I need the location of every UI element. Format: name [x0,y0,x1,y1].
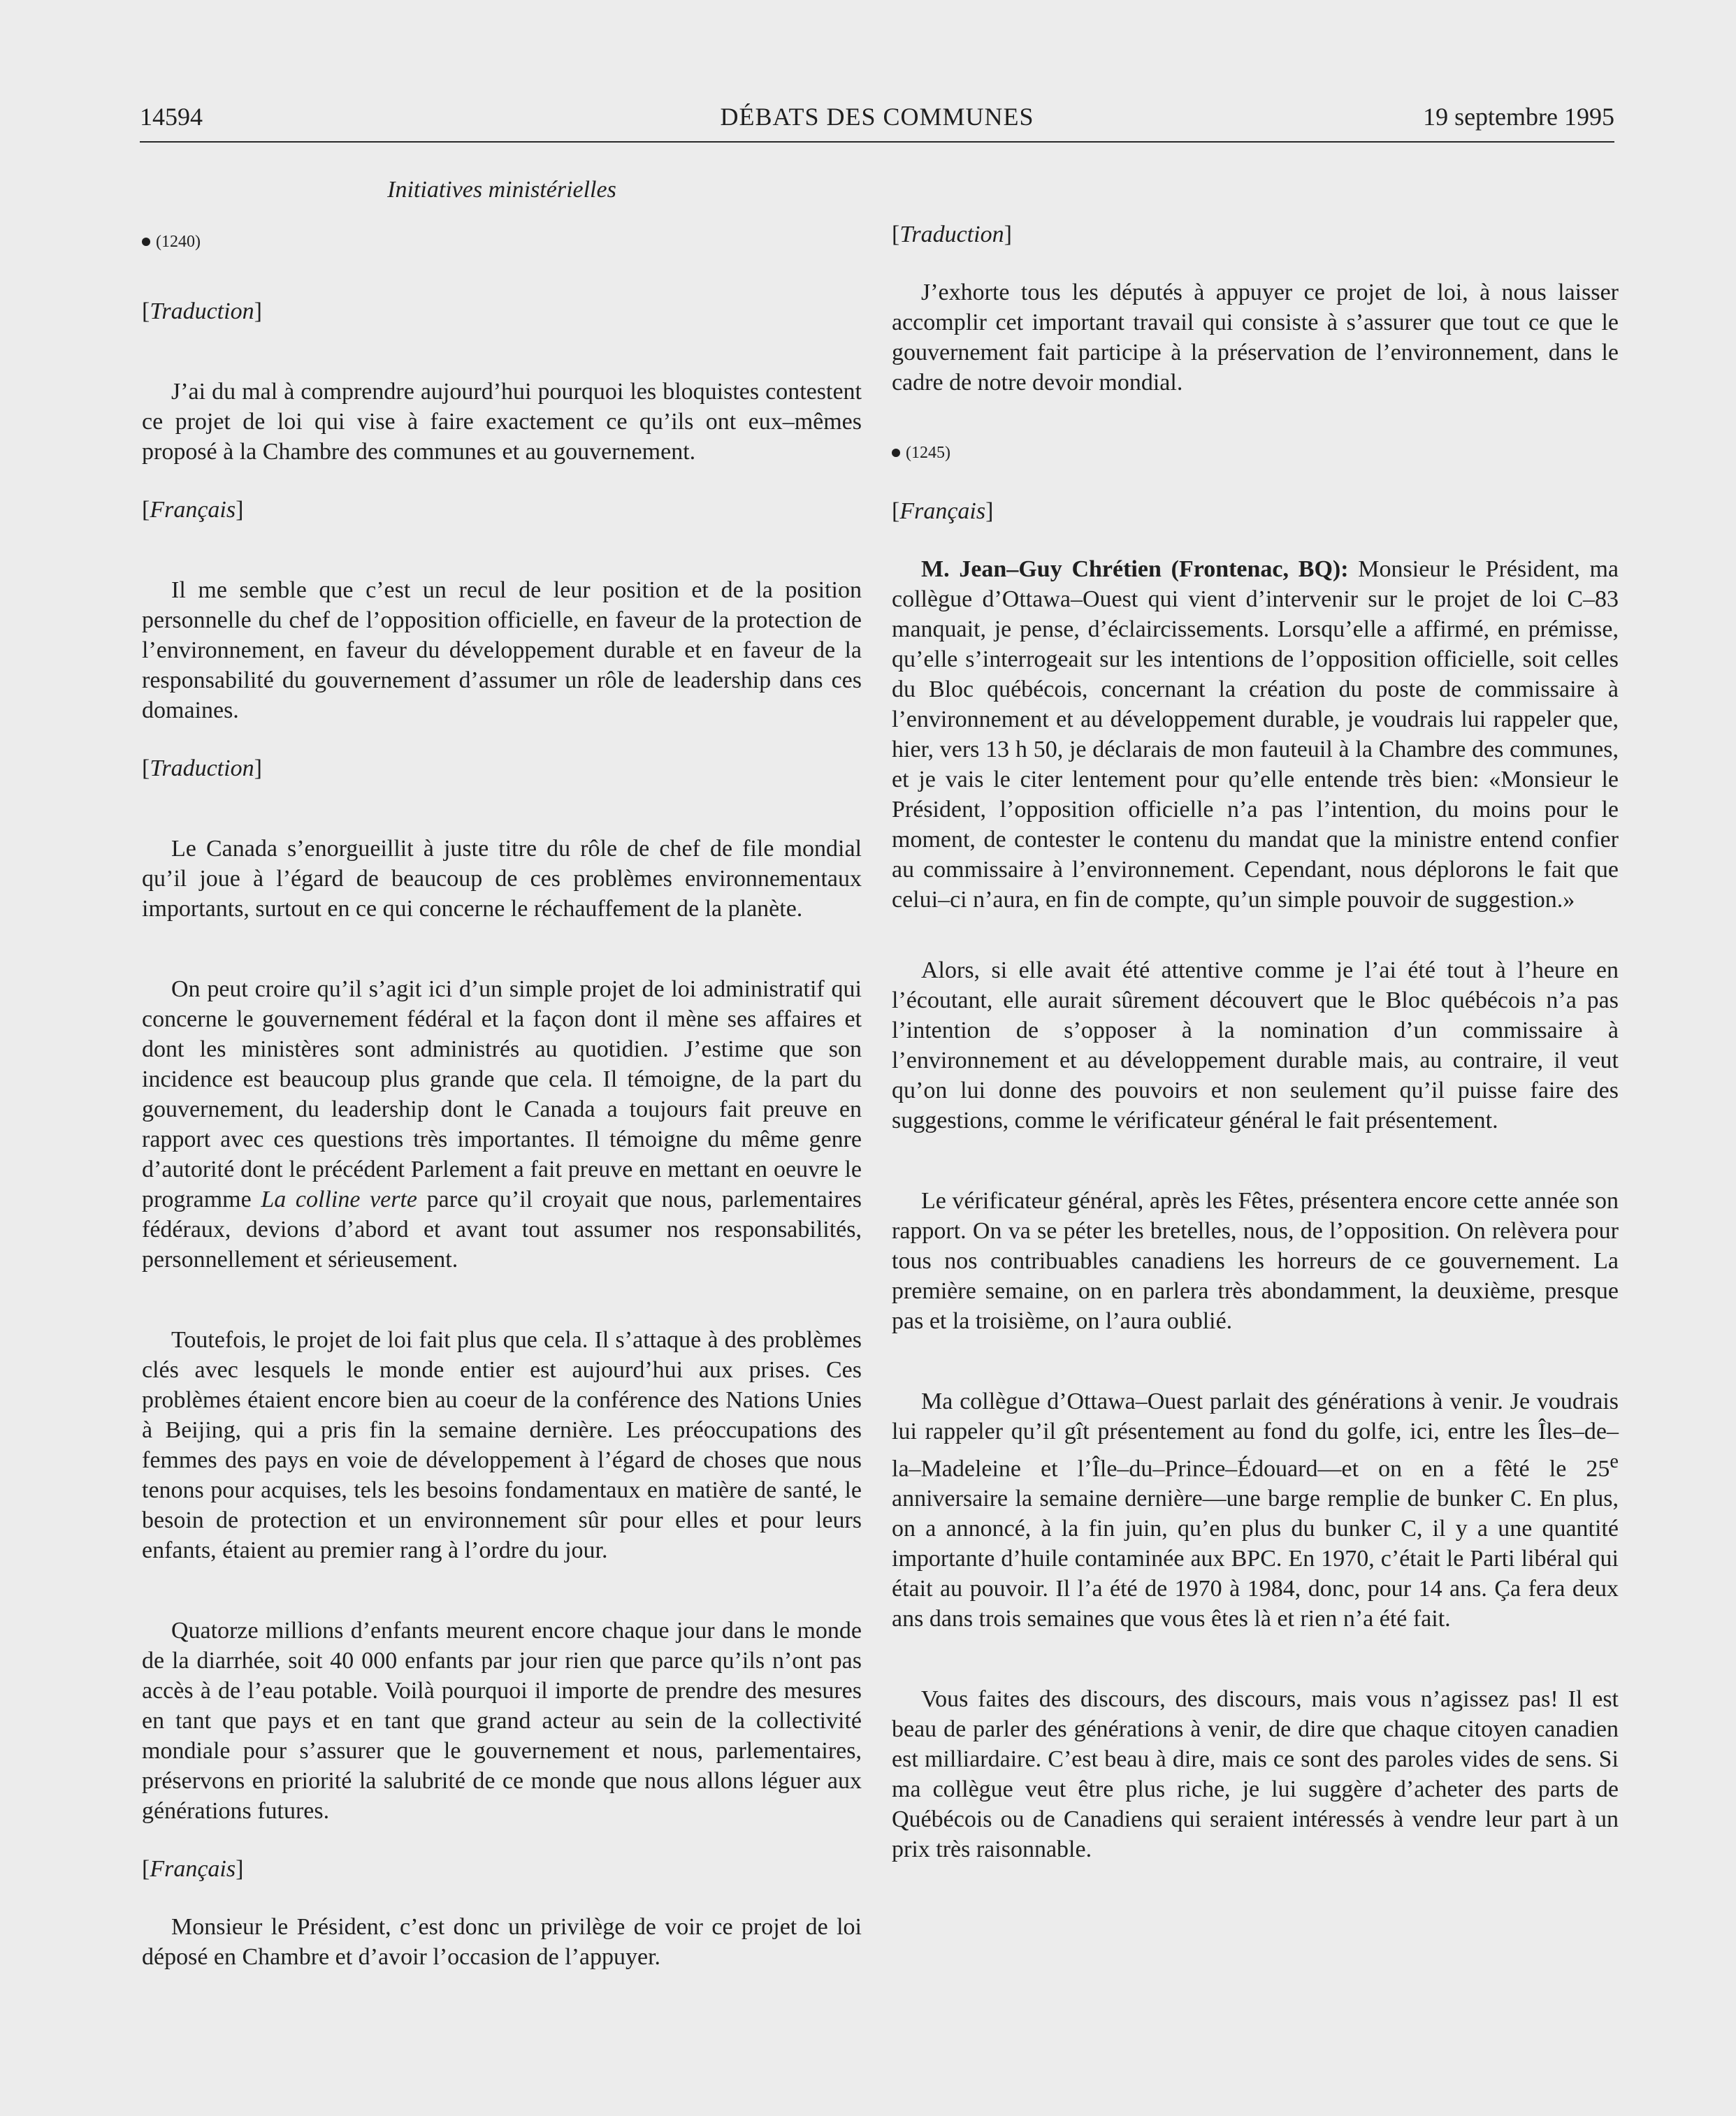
paragraph: Alors, si elle avait été attentive comme je l’ai été tout à l’heure en l’écoutant, elle aurait sûrement découvert que le Bloc québécois n’a pas l’intention de s’opposer à la nomination d’un commissaire à l’environnement et au développement durable mais, au contraire, il veut qu’on lui donne des pouvoirs et non seulement qu’il puisse faire des suggestions, comme le vérificateur général le fait présentement. [892,957,1619,1133]
header-rule [140,141,1614,143]
language-tag-text: Français [899,498,986,524]
paragraph: Le vérificateur général, après les Fêtes, présentera encore cette année son rapport. On va se péter les bretelles, nous, de l’opposition. On relèvera pour tous nos contribuables canadiens les horreurs de ce gouvernement. La première semaine, on en parlera très abondamment, la deuxième, presque pas et la troisième, on l’aura oublié. [892,1188,1619,1334]
page-header [140,102,1614,137]
paragraph: J’exhorte tous les députés à appuyer ce projet de loi, à nous laisser accomplir cet important travail qui consiste à s’assurer que tout ce que le gouvernement fait participe à la préservation de l’environnement, dans le cadre de notre devoir mondial. [892,280,1619,396]
language-tag-text: Français [150,1856,236,1882]
section-title: Initiatives ministérielles [387,177,616,203]
superscript: e [1610,1451,1619,1472]
speech-paragraph [892,554,1619,915]
speaker-name: M. Jean–Guy Chrétien (Frontenac, BQ): [921,556,1349,582]
paragraph: Vous faites des discours, des discours, mais vous n’agissez pas! Il est beau de parler des générations à venir, de dire que chaque citoyen canadien est milliardaire. C’est beau à dire, mais ce sont des paroles vides de sens. Si ma collègue veut être plus riche, je lui suggère d’acheter des parts de Québécois ou de Canadiens qui seraient intéressés à vendre leur part à un prix très raisonnable. [892,1686,1619,1863]
language-tag: [Traduction] [892,222,1012,247]
language-tag: [Traduction] [142,755,262,781]
paragraph-text: Monsieur le Président, ma collègue d’Ottawa–Ouest qui vient d’intervenir sur le projet de loi C–83 manquait, je pense, d’éclaircissements. Lorsqu’elle a affirmé, en prémisse, qu’elle s’interrogeait sur les intentions de l’opposition officielle, soit celles du Bloc québécois, concernant la création du poste de commissaire à l’environnement et au développement durable, je voudrais lui rappeler que, hier, vers 13 h 50, je déclarais de mon fauteuil à la Chambre des communes, et je vais le citer lentement pour qu’elle entende très bien: «Monsieur le Président, l’opposition officielle n’a pas l’intention, du moins pour le moment, de contester le contenu du mandat que la ministre entend confier au commissaire à l’environnement. Cependant, nous déplorons le fait que celui–ci n’aura, en fin de compte, qu’un simple pouvoir de suggestion.» [892,556,1619,913]
language-tag: [Traduction] [142,298,262,324]
header-date: 19 septembre 1995 [1423,103,1614,131]
program-title: La colline verte [261,1187,418,1212]
paragraph-text: On peut croire qu’il s’agit ici d’un simple projet de loi administratif qui concerne le gouvernement fédéral et la façon dont il mène ses affaires et dont les ministères sont administrés au quotidien. J’estime que son incidence est beaucoup plus grande que cela. Il témoigne, de la part du gouvernement, du leadership dont le Canada a toujours fait preuve en rapport avec ces questions très importantes. Il témoigne du même genre d’autorité dont le précédent Parlement a fait preuve en mettant en oeuvre le programme [142,976,862,1212]
language-tag: [Français] [892,498,994,524]
page-number: 14594 [140,103,203,131]
bullet-icon [142,238,150,246]
paragraph-text: parce qu’il croyait que nous, parlementaires fédéraux, devions d’abord et avant tout assumer nos responsabilités, personnellement et sérieusement. [142,1187,862,1273]
left-column [142,168,862,1972]
paragraph: Le Canada s’enorgueillit à juste titre du rôle de chef de file mondial qu’il joue à l’égard de beaucoup de ces problèmes environnementaux importants, surtout en ce qui concerne le réchauffement de la planète. [142,836,862,922]
language-tag-text: Traduction [150,755,254,781]
timestamp-1240 [142,227,862,257]
right-column [892,168,1619,1864]
bullet-icon [892,449,900,457]
paragraph-text: Ma collègue d’Ottawa–Ouest parlait des générations à venir. Je voudrais lui rappeler qu’il gît présentement au fond du golfe, ici, entre les Îles–de–la–Madeleine et l’Île–du–Prince–Édouard—et on en a fêté le 25 [892,1389,1619,1482]
language-tag-text: Traduction [899,222,1004,247]
paragraph: Toutefois, le projet de loi fait plus que cela. Il s’attaque à des problèmes clés avec lesquels le monde entier est aujourd’hui aux prises. Ces problèmes étaient encore bien au coeur de la conférence des Nations Unies à Beijing, qui a pris fin la semaine dernière. Les préoccupations des femmes des pays en voie de développement à l’égard de choses que nous tenons pour acquises, tels les besoins fondamentaux en matière de santé, le besoin de protection et un environnement sûr pour elles et pour leurs enfants, étaient au premier rang à l’ordre du jour. [142,1327,862,1563]
paragraph: Monsieur le Président, c’est donc un privilège de voir ce projet de loi déposé en Chambre et d’avoir l’occasion de l’appuyer. [142,1914,862,1970]
language-tag-text: Français [150,497,236,523]
publication-title: DÉBATS DES COMMUNES [720,103,1034,131]
language-tag: [Français] [142,497,244,523]
language-tag-text: Traduction [150,298,254,324]
language-tag: [Français] [142,1856,244,1882]
paragraph-text: anniversaire la semaine dernière—une barge remplie de bunker C. En plus, on a annoncé, à la fin juin, qu’en plus du bunker C, il y a une quantité importante d’huile contaminée aux BPC. En 1970, c’était le Parti libéral qui était au pouvoir. Il l’a été de 1970 à 1984, donc, pour 14 ans. Ça fera deux ans dans trois semaines que vous êtes là et rien n’a été fait. [892,1486,1619,1632]
paragraph [142,974,862,1275]
timestamp-text: (1245) [906,444,950,462]
paragraph: J’ai du mal à comprendre aujourd’hui pourquoi les bloquistes contestent ce projet de loi qui vise à faire exactement ce qu’ils ont eux–mêmes proposé à la Chambre des communes et au gouvernement. [142,379,862,465]
paragraph: Quatorze millions d’enfants meurent encore chaque jour dans le monde de la diarrhée, soit 40 000 enfants par jour rien que parce qu’ils n’ont pas accès à de l’eau potable. Voilà pourquoi il importe de prendre des mesures en tant que pays et en tant que grand acteur au sein de la collectivité mondiale pour s’assurer que le gouvernement et nous, parlementaires, préservons en priorité la salubrité de ce monde que nous allons léguer aux générations futures. [142,1618,862,1824]
timestamp-1245 [892,438,1619,468]
timestamp-text: (1240) [156,233,201,251]
paragraph: Il me semble que c’est un recul de leur position et de la position personnelle du chef de l’opposition officielle, en faveur de la protection de l’environnement, en faveur du développement durable et en faveur de la responsabilité du gouvernement d’assumer un rôle de leadership dans ces domaines. [142,577,862,723]
paragraph [892,1386,1619,1634]
